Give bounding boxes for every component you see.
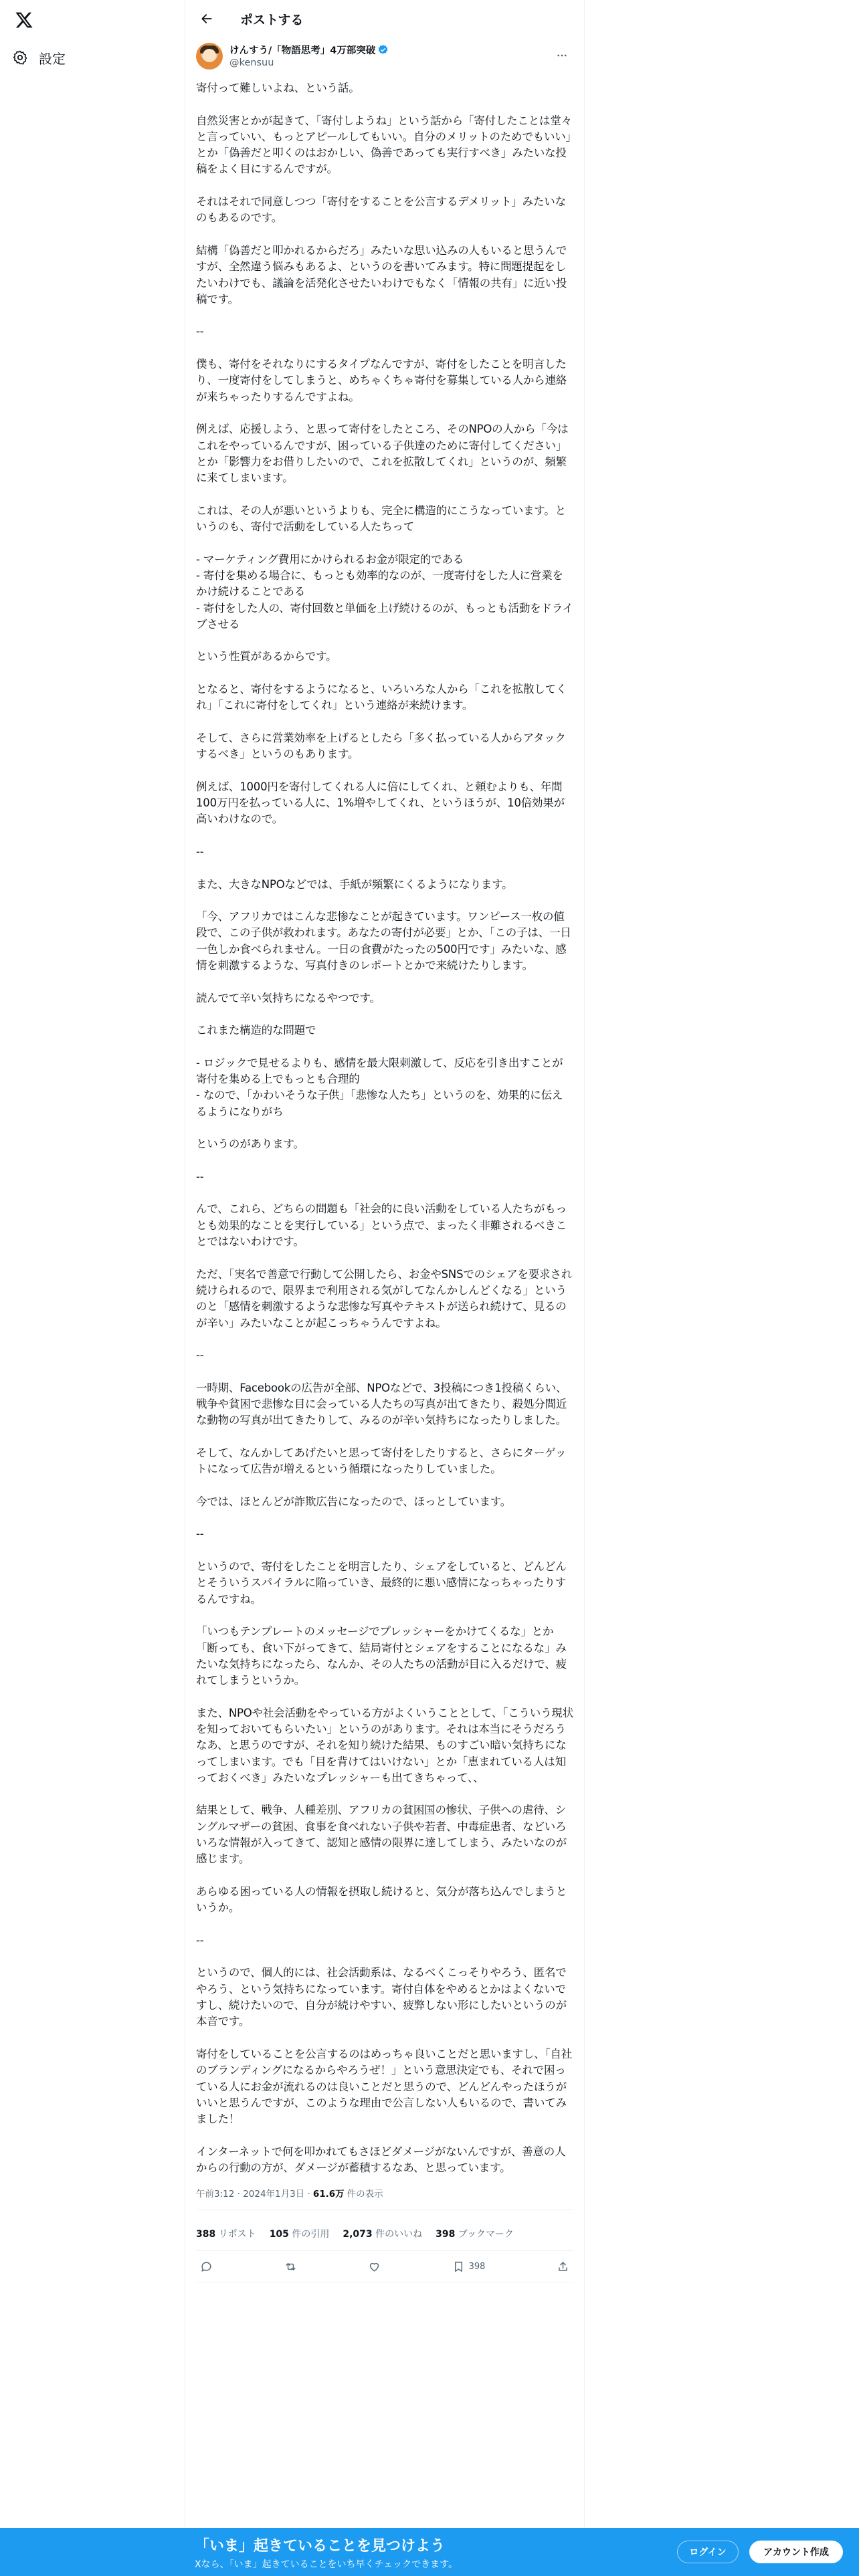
author-handle[interactable]: @kensuu: [229, 58, 274, 68]
post-paragraph: というので、寄付をしたことを明言したり、シェアをしていると、どんどんとそういうスパイラルに陥っていき、最終的に悪い感情になっちゃったりするんですね。: [196, 1560, 567, 1606]
signup-banner: [0, 2528, 859, 2576]
post-paragraph: 例えば、応援しよう、と思って寄付をしたところ、そのNPOの人から「今はこれをやっているんですが、困っている子供達のために寄付してください」とか「影響力をお借りしたいので、これを拡散してくれ」というのが、頻繁に来てしまいます。: [196, 423, 569, 485]
post-paragraph: [196, 1153, 573, 1169]
post-paragraph: [196, 405, 573, 421]
stat-label: リポスト: [218, 2229, 256, 2240]
post-paragraph: ただ、「実名で善意で行動して公開したら、お金やSNSでのシェアを要求され続けられるので、限界まで利用される気がしてなんかしんどくなる」というのと「感情を刺激するような悲惨な写真やテキストが送られ続けて、見るのが辛い」みたいなことが起こっちゃうんですよね。: [196, 1267, 573, 1329]
post-paragraph: [196, 1429, 573, 1445]
post-paragraph: [196, 762, 573, 778]
post-paragraph: [196, 633, 573, 649]
post-paragraph: これは、その人が悪いというよりも、完全に構造的にこうなっています。というのも、寄付で活動をしている人たちって: [196, 504, 566, 534]
post-paragraph: そして、なんかしてあげたいと思って寄付をしたりすると、さらにターゲットになって広告が増えるという循環になったりしていました。: [196, 1446, 567, 1476]
stat-number: 105: [269, 2229, 289, 2240]
share-icon: [557, 2260, 569, 2273]
bookmark-icon: [452, 2260, 465, 2273]
more-horizontal-icon: [556, 49, 568, 62]
views-count: 61.6万: [312, 2189, 345, 2200]
x-logo-icon[interactable]: [13, 9, 35, 31]
stat-item[interactable]: [343, 2227, 422, 2240]
stat-item[interactable]: [196, 2227, 256, 2240]
post-paragraph: それはそれで同意しつつ「寄付をすることを公言するデメリット」みたいなのもあるのです。: [196, 195, 566, 225]
post-paragraph: [196, 1185, 573, 1201]
post-paragraph: [196, 665, 573, 681]
heart-icon: [368, 2260, 381, 2273]
post-paragraph: [196, 1039, 573, 1055]
post-paragraph: [196, 893, 573, 909]
post-paragraph: --: [196, 845, 204, 858]
main-column: [185, 0, 585, 2576]
post-paragraph: [196, 1478, 573, 1494]
post-paragraph: [196, 714, 573, 730]
stat-item[interactable]: [270, 2227, 330, 2240]
post-paragraph: インターネットで何を叩かれてもさほどダメージがないんですが、善意の人からの行動の方が、ダメージが蓄積するなあ、と思っています。: [196, 2145, 566, 2174]
stat-label: 件の引用: [292, 2229, 330, 2240]
post-paragraph: [196, 1250, 573, 1266]
post-paragraph: [196, 2127, 573, 2143]
post-paragraph: [196, 1608, 573, 1624]
banner-title: 「いま」起きていることを見つけよう: [195, 2538, 446, 2555]
engagement-stats: [196, 2217, 573, 2250]
post-paragraph: - 寄付を集める場合に、もっとも効率的なのが、一度寄付をした人に営業をかけ続けることである: [196, 568, 563, 599]
post-paragraph: 今では、ほとんどが詐欺広告になったので、ほっとしています。: [196, 1495, 512, 1508]
post-paragraph: 寄付って難しいよね、という話。: [196, 82, 360, 94]
action-bar: [196, 2251, 573, 2282]
post-paragraph: - ロジックで見せるよりも、感情を最大限刺激して、反応を引き出すことが寄付を集める上でもっとも合理的: [196, 1056, 563, 1086]
post-paragraph: また、NPOや社会活動をやっている方がよくいうこととして、「こういう現状を知っておいてもらいたい」というのがあります。それは本当にそうだろうなあ、と思うのですが、それを知り続けた結果、ものすごい暗い気持ちになってしまいます。でも「目を背けてはいけない」とか「恵まれている人は知っておくべき」みたいなプレッシャーも出てきちゃって、、: [196, 1706, 574, 1784]
post-paragraph: [196, 974, 573, 990]
post-paragraph: [196, 227, 573, 243]
post-meta: [196, 2185, 573, 2200]
post-paragraph: --: [196, 1527, 204, 1541]
post-paragraph: - マーケティング費用にかけられるお金が限定的である: [196, 552, 464, 566]
stat-label: 件のいいね: [375, 2229, 423, 2240]
post-body: [196, 80, 573, 2176]
like-button[interactable]: [368, 2260, 381, 2273]
author-names: [229, 43, 389, 68]
post-paragraph: [196, 1364, 573, 1380]
signup-button[interactable]: アカウント作成: [749, 2541, 843, 2563]
post-paragraph: というので、個人的には、社会活動系は、なるべくこっそりやろう、匿名でやろう、という気持ちになっています。寄付自体をやめるとかはよくないですし、続けたいので、自分が続けやすい、疲弊しない形にしたいというのが本音です。: [196, 1966, 567, 2028]
views-label: 件の表示: [347, 2189, 383, 2200]
post-paragraph: - なので、「かわいそうな子供」「悲惨な人たち」というのを、効果的に伝えるようになりがち: [196, 1089, 563, 1118]
bookmark-count: 398: [468, 2261, 486, 2272]
more-options-button[interactable]: [551, 44, 573, 67]
post-paragraph: [196, 1006, 573, 1023]
post-paragraph: これまた構造的な問題で: [196, 1024, 316, 1037]
post-paragraph: となると、寄付をするようになると、いろいろな人から「これを拡散してくれ」「これに寄付をしてくれ」という連絡が来続けます。: [196, 682, 567, 712]
login-button[interactable]: ログイン: [677, 2541, 739, 2563]
post-paragraph: 僕も、寄付をそれなりにするタイプなんですが、寄付をしたことを明言したり、一度寄付をしてしまうと、めちゃくちゃ寄付を募集している人から連絡が来ちゃったりするんですよね。: [196, 358, 567, 403]
stat-item[interactable]: [436, 2227, 514, 2240]
display-name[interactable]: けんすう/「物語思考」4万部突破: [229, 45, 376, 56]
post-paragraph: 例えば、1000円を寄付してくれる人に倍にしてくれ、と頼むよりも、年間100万円を払っている人に、1%増やしてくれ、というほうが、10倍効果が高いわけなので。: [196, 780, 565, 826]
post-paragraph: 結果として、戦争、人種差別、アフリカの貧困国の惨状、子供への虐待、シングルマザーの貧困、食事を食べれない子供や若者、中毒症患者、などいろいろな情報が入ってきて、認知と感情の限界に達してしまう、みたいなのが感じます。: [196, 1804, 567, 1866]
arrow-left-icon: [200, 12, 213, 25]
stat-label: ブックマーク: [458, 2229, 514, 2240]
post-paragraph: [196, 178, 573, 194]
post-paragraph: 自然災害とかが起きて、「寄付しようね」という話から「寄付したことは堂々と言っていい、もっとアピールしてもいい。自分のメリットのためでもいい」とか「偽善だと叩くのはおかしい、偽善であっても実行すべき」みたいな投稿をよく目にするんですが。: [196, 114, 572, 176]
author-row: [196, 43, 573, 72]
post-paragraph: [196, 1543, 573, 1559]
post-paragraph: --: [196, 1170, 204, 1183]
post-paragraph: [196, 2030, 573, 2046]
post-paragraph: - 寄付をした人の、寄付回数と単価を上げ続けるのが、もっとも活動をドライブさせる: [196, 601, 573, 631]
stat-number: 398: [436, 2229, 456, 2240]
repost-icon: [284, 2260, 297, 2273]
post-paragraph: [196, 308, 573, 324]
page-title: ポストする: [240, 12, 304, 27]
gear-icon: [12, 49, 28, 66]
post-paragraph: [196, 1786, 573, 1802]
reply-icon: [200, 2260, 213, 2273]
post-paragraph: [196, 1120, 573, 1136]
banner-subtitle: Xなら、「いま」起きていることをいち早くチェックできます。: [195, 2559, 458, 2570]
post-paragraph: [196, 340, 573, 356]
post-paragraph: [196, 828, 573, 844]
post-paragraph: 結構「偽善だと叩かれるからだろ」みたいな思い込みの人もいると思うんですが、全然違う悩みもあるよ、というのを書いてみます。特に問題提起をしたいわけでも、議論を活発化させたいわけでもなく「情報の共有」に近い投稿です。: [196, 243, 567, 306]
verified-badge-icon[interactable]: [377, 44, 389, 56]
post-paragraph: 「今、アフリカではこんな悲惨なことが起きています。ワンピース一枚の値段で、この子供が救われます。あなたの寄付が必要」とか、「この子は、一日一色しか食べられません。一日の食費がたったの500円です」みたいな、感情を刺激するような、写真付きのレポートとかで来続けたりします。: [196, 910, 571, 972]
left-navigation: [0, 0, 185, 2576]
post-paragraph: [196, 860, 573, 876]
back-button[interactable]: [195, 7, 219, 31]
post-paragraph: [196, 1949, 573, 1965]
post-paragraph: 読んでて辛い気持ちになるやつです。: [196, 991, 381, 1004]
post-paragraph: [196, 1917, 573, 1933]
post-paragraph: [196, 96, 573, 112]
post-paragraph: --: [196, 1349, 204, 1362]
stat-number: 388: [196, 2229, 216, 2240]
post-paragraph: [196, 535, 573, 551]
post-paragraph: --: [196, 325, 204, 338]
avatar[interactable]: [196, 43, 223, 70]
reply-button[interactable]: [200, 2260, 213, 2273]
post-timestamp[interactable]: 午前3:12 · 2024年1月3日 ·: [196, 2189, 310, 2200]
post-paragraph: 寄付をしていることを公言するのはめっちゃ良いことだと思いますし、「自社のブランディングになるからやろうぜ！」という意思決定でも、それで困っている人にお金が流れるのは良いことだと思うので、どんどんやったほうがいいと思うんですが、このような理由で公言しない人もいるので、書いてみました！: [196, 2047, 573, 2126]
post-paragraph: --: [196, 1933, 204, 1947]
bookmark-button[interactable]: [452, 2260, 486, 2273]
post: [185, 37, 584, 2282]
stat-number: 2,073: [343, 2229, 373, 2240]
post-paragraph: 「いつもテンプレートのメッセージでプレッシャーをかけてくるな」とか「断っても、食い下がってきて、結局寄付とシェアをすることになるな」みたいな気持ちになったら、なんか、その人たちの活動が目に入るだけで、疲れてしまうというか。: [196, 1625, 567, 1687]
post-paragraph: という性質があるからです。: [196, 650, 337, 663]
post-paragraph: [196, 486, 573, 502]
post-paragraph: というのがあります。: [196, 1138, 304, 1151]
post-paragraph: [196, 1689, 573, 1705]
post-paragraph: 一時期、Facebookの広告が全部、NPOなどで、3投稿につき1投稿くらい、戦争や貧困で悲惨な目に会っている人たちの写真が出てきたり、殺処分間近な動物の写真が出てきたりして、みるのが辛い気持ちになったりしました。: [196, 1381, 567, 1427]
settings-link[interactable]: [12, 44, 66, 71]
post-paragraph: また、大きなNPOなどでは、手紙が頻繁にくるようになります。: [196, 877, 513, 891]
share-button[interactable]: [557, 2260, 569, 2273]
post-paragraph: [196, 1510, 573, 1526]
header: [185, 0, 584, 37]
repost-button[interactable]: [284, 2260, 297, 2273]
post-paragraph: [196, 1331, 573, 1348]
post-paragraph: あらゆる困っている人の情報を摂取し続けると、気分が落ち込んでしまうというか。: [196, 1885, 567, 1915]
post-paragraph: そして、さらに営業効率を上げるとしたら「多く払っている人からアタックするべき」というのもあります。: [196, 731, 566, 761]
post-paragraph: [196, 1868, 573, 1884]
post-paragraph: んで、これら、どちらの問題も「社会的に良い活動をしている人たちがもっとも効果的なことを実行している」という点で、まったく非難されるべきことではないわけです。: [196, 1202, 567, 1249]
settings-label: 設定: [39, 50, 66, 67]
